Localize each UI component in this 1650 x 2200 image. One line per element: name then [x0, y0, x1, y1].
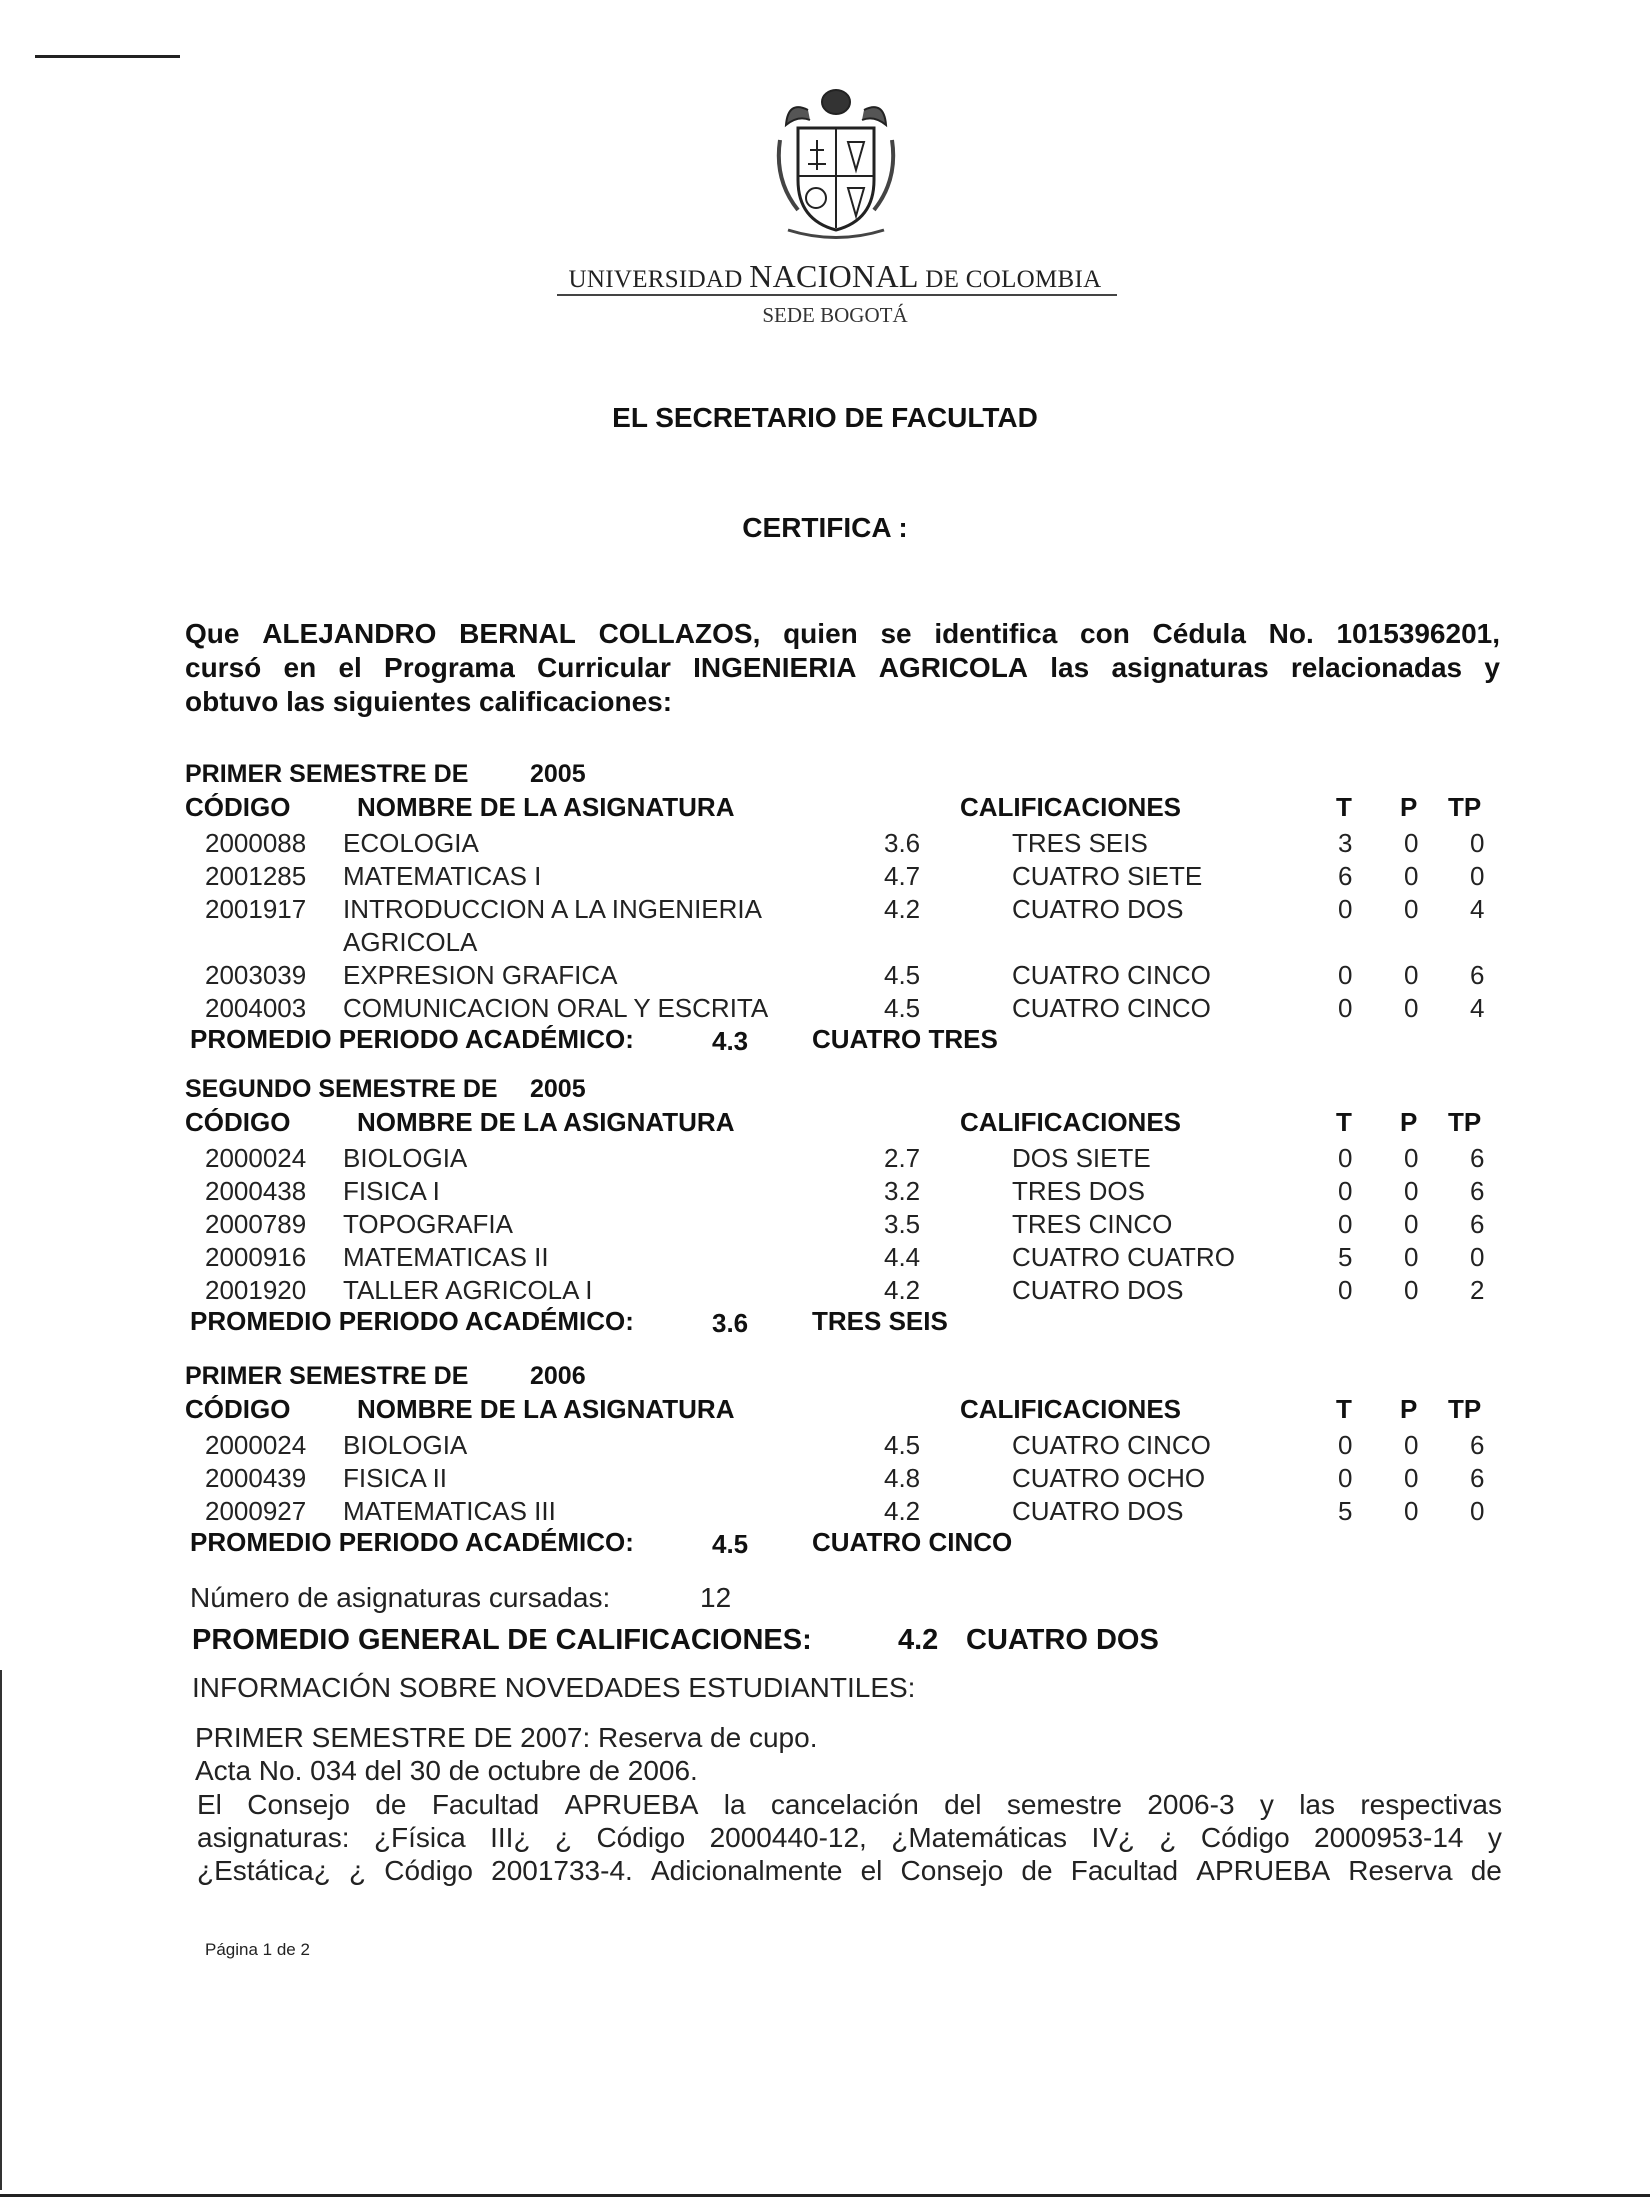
novedad-paragraph-word: Código	[384, 1855, 473, 1886]
course-grade: 3.6	[884, 828, 921, 858]
novedad-line-2: Acta No. 034 del 30 de octubre de 2006.	[195, 1755, 698, 1786]
intro-word: INGENIERIA	[693, 652, 857, 683]
university-name-part3: DE COLOMBIA	[925, 266, 1102, 293]
intro-word: COLLAZOS,	[598, 618, 761, 649]
university-name-part2: NACIONAL	[749, 258, 919, 294]
novedad-paragraph-word: Facultad	[1070, 1855, 1179, 1886]
intro-word: Que	[185, 618, 240, 649]
intro-word: las	[1050, 652, 1090, 683]
course-count-label: Número de asignaturas cursadas:	[190, 1582, 611, 1613]
general-average-value: 4.2	[898, 1624, 939, 1656]
intro-word: Programa	[384, 652, 515, 683]
course-tp: 6	[1470, 1209, 1485, 1239]
course-grade: 4.4	[884, 1242, 921, 1272]
course-name: INTRODUCCION A LA INGENIERIA	[343, 894, 762, 924]
column-header-tp: TP	[1448, 1107, 1482, 1137]
intro-word: asignaturas	[1111, 652, 1269, 683]
novedad-paragraph-word: de	[1021, 1855, 1053, 1886]
novedad-paragraph-word: respectivas	[1360, 1789, 1502, 1820]
general-average-words: CUATRO DOS	[966, 1624, 1159, 1656]
semester-average-label: PROMEDIO PERIODO ACADÉMICO:	[190, 1024, 634, 1054]
scan-edge-bottom	[0, 2194, 1650, 2197]
course-tp: 6	[1470, 960, 1485, 990]
course-grade-words: CUATRO CINCO	[1012, 1430, 1211, 1460]
course-grade: 3.5	[884, 1209, 921, 1239]
course-grade-words: TRES DOS	[1012, 1176, 1145, 1206]
course-tp: 0	[1470, 1242, 1485, 1272]
course-code: 2001917	[205, 894, 307, 924]
course-grade-words: CUATRO DOS	[1012, 894, 1184, 924]
course-grade: 4.2	[884, 1496, 921, 1526]
course-name: EXPRESION GRAFICA	[343, 960, 618, 990]
novedad-paragraph-word: ¿Matemáticas	[891, 1822, 1068, 1853]
course-p: 0	[1404, 1176, 1419, 1206]
course-count-value: 12	[700, 1582, 732, 1613]
course-name: MATEMATICAS I	[343, 861, 542, 891]
novedad-paragraph-word: Adicionalmente	[650, 1855, 843, 1886]
novedad-paragraph-word: de	[375, 1789, 407, 1820]
semester-average-words: CUATRO TRES	[812, 1024, 998, 1054]
course-tp: 0	[1470, 828, 1485, 858]
document-title: EL SECRETARIO DE FACULTAD	[612, 402, 1038, 433]
intro-word: 1015396201,	[1336, 618, 1500, 649]
course-name: FISICA II	[343, 1463, 448, 1493]
novedad-paragraph-word: IV¿	[1091, 1822, 1136, 1853]
info-heading: INFORMACIÓN SOBRE NOVEDADES ESTUDIANTILES:	[192, 1672, 916, 1703]
course-tp: 4	[1470, 993, 1485, 1023]
intro-word: relacionadas	[1290, 652, 1463, 683]
course-grade-words: CUATRO OCHO	[1012, 1463, 1206, 1493]
novedad-paragraph-word: Consejo	[900, 1855, 1004, 1886]
intro-word: ALEJANDRO	[262, 618, 437, 649]
intro-word: cursó	[185, 652, 262, 683]
novedad-paragraph-word: APRUEBA	[564, 1789, 699, 1820]
course-p: 0	[1404, 1143, 1419, 1173]
column-header-calificaciones: CALIFICACIONES	[960, 792, 1181, 822]
course-t: 0	[1338, 960, 1353, 990]
semester-average-value: 4.3	[712, 1026, 749, 1056]
semester-year: 2006	[530, 1362, 586, 1390]
campus-name: SEDE BOGOTÁ	[762, 303, 908, 327]
semester-title: PRIMER SEMESTRE DE	[185, 760, 469, 788]
novedad-paragraph-word: 2006-3	[1147, 1789, 1235, 1820]
intro-line	[185, 685, 1500, 719]
intro-paragraph	[185, 617, 1500, 719]
intro-word: AGRICOLA	[878, 652, 1029, 683]
intro-word: Cédula	[1152, 618, 1246, 649]
university-name	[555, 258, 1115, 295]
column-header-tp: TP	[1448, 792, 1482, 822]
course-t: 3	[1338, 828, 1353, 858]
novedad-paragraph-word: las	[1299, 1789, 1335, 1820]
course-name: ECOLOGIA	[343, 828, 479, 858]
novedad-paragraph-word: cancelación	[770, 1789, 919, 1820]
course-p: 0	[1404, 1242, 1419, 1272]
novedad-paragraph-word: asignaturas:	[197, 1822, 350, 1853]
intro-line	[185, 651, 1500, 685]
course-grade: 4.8	[884, 1463, 921, 1493]
novedad-paragraph-line	[197, 1788, 1502, 1821]
column-header-tp: TP	[1448, 1394, 1482, 1424]
column-header-nombre: NOMBRE DE LA ASIGNATURA	[357, 792, 735, 822]
novedad-paragraph-word: APRUEBA	[1196, 1855, 1331, 1886]
intro-word: se	[880, 618, 912, 649]
intro-line	[185, 617, 1500, 651]
course-name: BIOLOGIA	[343, 1430, 468, 1460]
intro-word: BERNAL	[459, 618, 576, 649]
column-header-nombre: NOMBRE DE LA ASIGNATURA	[357, 1107, 735, 1137]
novedad-paragraph-word: del	[944, 1789, 982, 1820]
intro-word: Curricular	[537, 652, 671, 683]
semester-title: SEGUNDO SEMESTRE DE	[185, 1075, 498, 1103]
course-grade-words: CUATRO CINCO	[1012, 960, 1211, 990]
course-code: 2000088	[205, 828, 307, 858]
novedad-paragraph	[197, 1788, 1502, 1887]
course-tp: 0	[1470, 861, 1485, 891]
novedad-paragraph-word: Reserva	[1348, 1855, 1453, 1886]
novedad-paragraph-word: 2000440-12,	[709, 1822, 867, 1853]
course-grade: 4.7	[884, 861, 921, 891]
course-grade-words: TRES SEIS	[1012, 828, 1148, 858]
novedad-paragraph-word: la	[723, 1789, 746, 1820]
course-code: 2004003	[205, 993, 307, 1023]
novedad-paragraph-word: ¿Física	[373, 1822, 466, 1853]
semester-average-label: PROMEDIO PERIODO ACADÉMICO:	[190, 1527, 634, 1557]
scan-edge-left	[0, 1670, 2, 2190]
course-grade-words: TRES CINCO	[1012, 1209, 1173, 1239]
novedad-paragraph-word: Consejo	[247, 1789, 350, 1820]
course-tp: 6	[1470, 1176, 1485, 1206]
intro-word: identifica	[934, 618, 1058, 649]
novedad-paragraph-word: Código	[1200, 1822, 1290, 1853]
course-name: TOPOGRAFIA	[343, 1209, 513, 1239]
column-header-calificaciones: CALIFICACIONES	[960, 1107, 1181, 1137]
course-code: 2000916	[205, 1242, 307, 1272]
column-header-t: T	[1336, 1107, 1352, 1137]
course-p: 0	[1404, 960, 1419, 990]
column-header-codigo: CÓDIGO	[185, 1107, 291, 1137]
course-p: 0	[1404, 1463, 1419, 1493]
course-code: 2000789	[205, 1209, 307, 1239]
course-name: MATEMATICAS III	[343, 1496, 556, 1526]
course-p: 0	[1404, 861, 1419, 891]
course-tp: 6	[1470, 1430, 1485, 1460]
semester-average-label: PROMEDIO PERIODO ACADÉMICO:	[190, 1306, 634, 1336]
course-grade-words: CUATRO CUATRO	[1012, 1242, 1235, 1272]
column-header-nombre: NOMBRE DE LA ASIGNATURA	[357, 1394, 735, 1424]
intro-word: obtuvo las siguientes calificaciones:	[185, 686, 673, 717]
course-name: BIOLOGIA	[343, 1143, 468, 1173]
intro-word: con	[1080, 618, 1130, 649]
course-tp: 6	[1470, 1143, 1485, 1173]
course-grade-words: CUATRO SIETE	[1012, 861, 1203, 891]
column-header-calificaciones: CALIFICACIONES	[960, 1394, 1181, 1424]
course-name: COMUNICACION ORAL Y ESCRITA	[343, 993, 769, 1023]
course-name: FISICA I	[343, 1176, 440, 1206]
intro-word: No.	[1268, 618, 1314, 649]
header-divider	[557, 294, 1117, 296]
university-name-part1: UNIVERSIDAD	[568, 266, 743, 293]
novedad-paragraph-word: y	[1259, 1789, 1274, 1820]
novedad-paragraph-line	[197, 1854, 1502, 1887]
course-code: 2000024	[205, 1143, 307, 1173]
novedad-paragraph-word: y	[1487, 1822, 1502, 1853]
course-code: 2000439	[205, 1463, 307, 1493]
course-grade-words: CUATRO DOS	[1012, 1496, 1184, 1526]
course-code: 2000024	[205, 1430, 307, 1460]
novedad-paragraph-word: ¿	[554, 1822, 573, 1853]
course-grade: 4.5	[884, 1430, 921, 1460]
semester-average-value: 3.6	[712, 1308, 749, 1338]
course-code: 2003039	[205, 960, 307, 990]
course-code: 2001920	[205, 1275, 307, 1305]
course-tp: 0	[1470, 1496, 1485, 1526]
course-t: 0	[1338, 1143, 1353, 1173]
course-grade: 2.7	[884, 1143, 921, 1173]
semester-title: PRIMER SEMESTRE DE	[185, 1362, 469, 1390]
intro-word: en	[283, 652, 317, 683]
course-p: 0	[1404, 1209, 1419, 1239]
course-t: 5	[1338, 1242, 1353, 1272]
course-p: 0	[1404, 1496, 1419, 1526]
course-grade-words: CUATRO DOS	[1012, 1275, 1184, 1305]
course-t: 0	[1338, 1275, 1353, 1305]
university-seal-logo	[768, 80, 904, 240]
course-grade: 3.2	[884, 1176, 921, 1206]
course-code: 2000927	[205, 1496, 307, 1526]
course-code: 2001285	[205, 861, 307, 891]
novedad-paragraph-word: 2001733-4.	[491, 1855, 633, 1886]
semester-average-words: TRES SEIS	[812, 1306, 948, 1336]
novedad-paragraph-word: de	[1470, 1855, 1502, 1886]
course-p: 0	[1404, 993, 1419, 1023]
novedad-paragraph-word: ¿Estática¿	[197, 1855, 331, 1886]
novedad-paragraph-line	[197, 1821, 1502, 1854]
certifica-heading: CERTIFICA :	[742, 512, 908, 543]
novedad-paragraph-word: Facultad	[431, 1789, 540, 1820]
novedad-paragraph-word: semestre	[1006, 1789, 1122, 1820]
column-header-t: T	[1336, 1394, 1352, 1424]
novedad-paragraph-word: Código	[596, 1822, 686, 1853]
course-t: 0	[1338, 1463, 1353, 1493]
course-p: 0	[1404, 1275, 1419, 1305]
semester-average-value: 4.5	[712, 1529, 749, 1559]
course-p: 0	[1404, 1430, 1419, 1460]
course-t: 0	[1338, 1209, 1353, 1239]
column-header-codigo: CÓDIGO	[185, 1394, 291, 1424]
course-name: AGRICOLA	[343, 927, 478, 957]
column-header-codigo: CÓDIGO	[185, 792, 291, 822]
course-t: 0	[1338, 1430, 1353, 1460]
course-tp: 4	[1470, 894, 1485, 924]
intro-word: quien	[783, 618, 858, 649]
column-header-p: P	[1400, 792, 1418, 822]
novedad-paragraph-word: 2000953-14	[1314, 1822, 1464, 1853]
scan-mark	[35, 55, 180, 58]
intro-word: y	[1484, 652, 1500, 683]
course-grade: 4.2	[884, 1275, 921, 1305]
course-tp: 6	[1470, 1463, 1485, 1493]
course-t: 6	[1338, 861, 1353, 891]
course-t: 5	[1338, 1496, 1353, 1526]
semester-year: 2005	[530, 1075, 586, 1103]
novedad-paragraph-word: El	[197, 1789, 222, 1820]
course-p: 0	[1404, 894, 1419, 924]
general-average-label: PROMEDIO GENERAL DE CALIFICACIONES:	[192, 1624, 812, 1656]
course-grade-words: DOS SIETE	[1012, 1143, 1151, 1173]
course-code: 2000438	[205, 1176, 307, 1206]
intro-word: el	[338, 652, 362, 683]
novedad-line-1: PRIMER SEMESTRE DE 2007: Reserva de cupo.	[195, 1722, 818, 1753]
course-name: MATEMATICAS II	[343, 1242, 549, 1272]
course-grade: 4.5	[884, 960, 921, 990]
column-header-t: T	[1336, 792, 1352, 822]
semester-average-words: CUATRO CINCO	[812, 1527, 1013, 1557]
course-t: 0	[1338, 894, 1353, 924]
course-p: 0	[1404, 828, 1419, 858]
novedad-paragraph-word: ¿	[1159, 1822, 1177, 1853]
course-t: 0	[1338, 1176, 1353, 1206]
column-header-p: P	[1400, 1107, 1418, 1137]
novedad-paragraph-word: el	[860, 1855, 883, 1886]
semester-year: 2005	[530, 760, 586, 788]
course-t: 0	[1338, 993, 1353, 1023]
course-grade: 4.5	[884, 993, 921, 1023]
novedad-paragraph-word: III¿	[490, 1822, 531, 1853]
novedad-paragraph-word: ¿	[348, 1855, 367, 1886]
course-grade: 4.2	[884, 894, 921, 924]
column-header-p: P	[1400, 1394, 1418, 1424]
course-grade-words: CUATRO CINCO	[1012, 993, 1211, 1023]
course-name: TALLER AGRICOLA I	[343, 1275, 593, 1305]
page-number: Página 1 de 2	[205, 1940, 310, 1959]
course-tp: 2	[1470, 1275, 1485, 1305]
